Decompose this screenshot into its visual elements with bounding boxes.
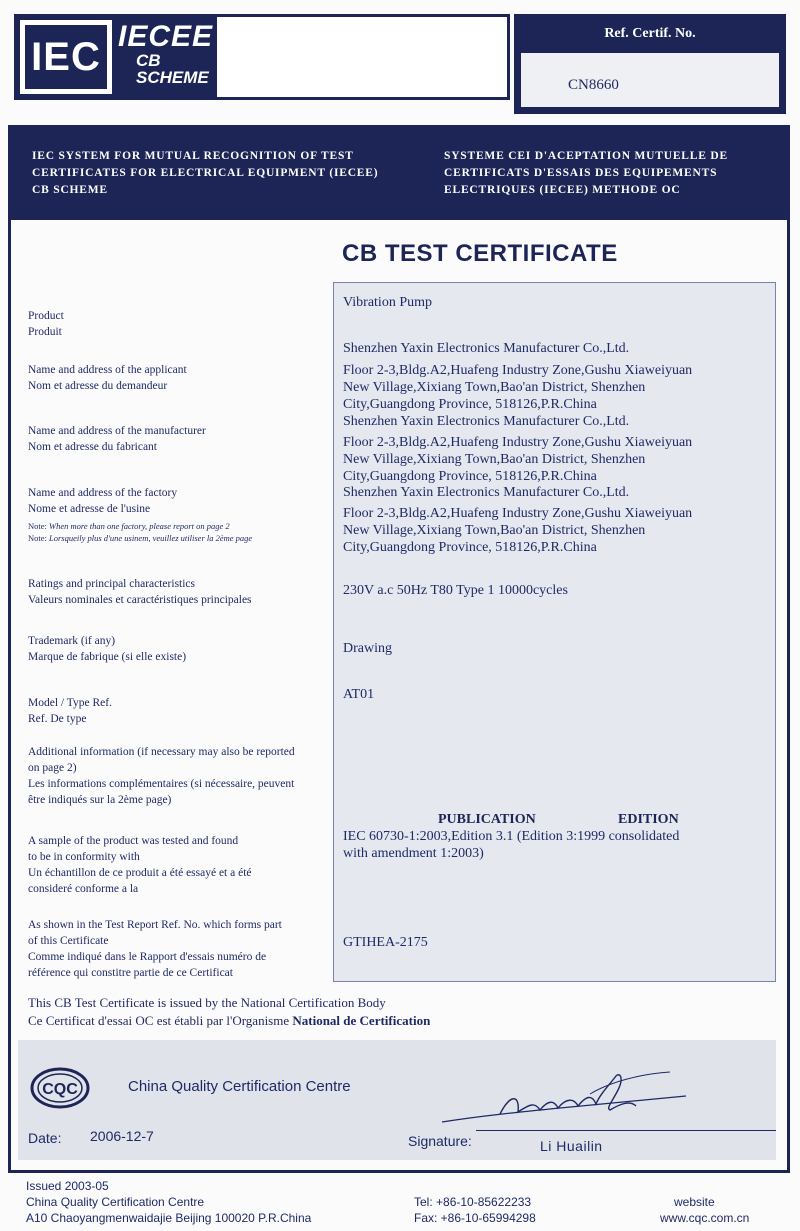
- address-line: Floor 2-3,Bldg.A2,Huafeng Industry Zone,Gushu Xiaweiyuan: [343, 435, 693, 450]
- additional-line: on page 2): [28, 762, 77, 774]
- applicant-address: [343, 362, 692, 413]
- ratings-label: [28, 576, 252, 608]
- model-label-fr: Ref. De type: [28, 713, 87, 725]
- applicant-label: [28, 362, 187, 394]
- footer-website-link[interactable]: www.cqc.com.cn: [660, 1211, 750, 1225]
- iecee-logo-line1: IECEE: [118, 20, 214, 53]
- band-fr-line: SYSTEME CEI D'ACEPTATION MUTUELLE DE: [444, 150, 728, 162]
- test-report-ref: GTIHEA-2175: [343, 935, 428, 950]
- ratings-value: 230V a.c 50Hz T80 Type 1 10000cycles: [343, 583, 568, 598]
- additional-line: Les informations complémentaires (si nécessaire, peuvent: [28, 778, 295, 790]
- iecee-cb-scheme-logo: [118, 22, 214, 92]
- issue-date: 2006-12-7: [90, 1128, 154, 1144]
- address-line: Floor 2-3,Bldg.A2,Huafeng Industry Zone,Gushu Xiaweiyuan: [343, 363, 693, 378]
- product-value: Vibration Pump: [343, 295, 432, 310]
- band-en-line: CERTIFICATES FOR ELECTRICAL EQUIPMENT (IECEE): [32, 167, 379, 179]
- address-line: City,Guangdong Province, 518126,P.R.China: [343, 397, 597, 412]
- product-label: [28, 308, 64, 340]
- ref-number-field: [520, 52, 780, 108]
- address-line: City,Guangdong Province, 518126,P.R.China: [343, 540, 597, 555]
- manufacturer-value: [343, 413, 692, 485]
- report-line: Comme indiqué dans le Rapport d'essais numéro de: [28, 951, 267, 963]
- product-label-fr: Produit: [28, 326, 62, 338]
- model-label: [28, 695, 112, 727]
- ratings-label-fr: Valeurs nominales et caractéristiques principales: [28, 594, 252, 606]
- address-line: City,Guangdong Province, 518126,P.R.China: [343, 469, 597, 484]
- trademark-value: Drawing: [343, 641, 392, 656]
- applicant-name: Shenzhen Yaxin Electronics Manufacturer Co.,Ltd.: [343, 341, 630, 356]
- footer-issued: Issued 2003-05: [26, 1179, 109, 1193]
- iec-logo: [20, 20, 112, 94]
- issued-by-statement: [28, 994, 430, 1030]
- footer-tel: Tel: +86-10-85622233: [414, 1195, 532, 1209]
- iec-logo-text: IEC: [25, 25, 107, 89]
- header-blank-box: [214, 14, 510, 100]
- issued-by-en: This CB Test Certificate is issued by the National Certification Body: [28, 995, 386, 1010]
- edition-heading: EDITION: [618, 812, 679, 827]
- report-line: of this Certificate: [28, 935, 109, 947]
- issued-by-fr-bold: National de Certification: [292, 1013, 431, 1028]
- factory-label: [28, 485, 177, 517]
- note-label: Note:: [28, 533, 47, 543]
- certification-body-name: China Quality Certification Centre: [128, 1078, 351, 1095]
- product-label-en: Product: [28, 310, 64, 322]
- cqc-logo: [30, 1066, 90, 1110]
- ref-certif-number: CN8660: [568, 77, 619, 93]
- iecee-logo-line3: SCHEME: [136, 68, 209, 87]
- additional-info-label: [28, 744, 333, 808]
- additional-line: Additional information (if necessary may also be reported: [28, 746, 295, 758]
- address-line: New Village,Xixiang Town,Bao'an District, Shenzhen: [343, 523, 646, 538]
- trademark-label-en: Trademark (if any): [28, 635, 116, 647]
- band-en-line: CB SCHEME: [32, 184, 108, 196]
- trademark-label-fr: Marque de fabrique (si elle existe): [28, 651, 187, 663]
- footer-fax: Fax: +86-10-65994298: [414, 1211, 536, 1225]
- applicant-label-en: Name and address of the applicant: [28, 364, 187, 376]
- footer-website: [660, 1194, 780, 1226]
- address-line: New Village,Xixiang Town,Bao'an District, Shenzhen: [343, 380, 646, 395]
- sample-label: [28, 833, 333, 897]
- ratings-label-en: Ratings and principal characteristics: [28, 578, 196, 590]
- manufacturer-name: Shenzhen Yaxin Electronics Manufacturer Co.,Ltd.: [343, 414, 630, 429]
- certificate-title: CB TEST CERTIFICATE: [342, 240, 618, 267]
- note-label: Note:: [28, 521, 47, 531]
- iecee-logo-line2: CB: [136, 51, 161, 70]
- note-text: When more than one factory, please report on page 2: [49, 521, 230, 531]
- factory-value: [343, 484, 692, 556]
- cqc-logo-text: CQC: [42, 1081, 78, 1098]
- sample-line: A sample of the product was tested and found: [28, 835, 239, 847]
- report-label: [28, 917, 333, 981]
- signature-label: Signature:: [408, 1133, 472, 1149]
- address-line: Floor 2-3,Bldg.A2,Huafeng Industry Zone,Gushu Xiaweiyuan: [343, 506, 693, 521]
- sample-line: Un échantillon de ce produit a été essayé et a été: [28, 867, 252, 879]
- band-en-line: IEC SYSTEM FOR MUTUAL RECOGNITION OF TEST: [32, 150, 354, 162]
- handwritten-signature: [440, 1064, 690, 1136]
- factory-note: [28, 520, 328, 544]
- footer-address: A10 Chaoyangmenwaidajie Beijing 100020 P.R.China: [26, 1211, 312, 1225]
- report-line: référence qui constitre partie de ce Certificat: [28, 967, 233, 979]
- factory-label-fr: Nome et adresse de l'usine: [28, 503, 151, 515]
- footer-website-label: website: [674, 1195, 715, 1209]
- factory-note-fr: [28, 532, 328, 544]
- publication-line: IEC 60730-1:2003,Edition 3.1 (Edition 3:1999 consolidated: [343, 829, 680, 844]
- system-band-french: [444, 148, 774, 199]
- footer-issuer: [26, 1178, 311, 1226]
- trademark-label: [28, 633, 186, 665]
- publication-heading: PUBLICATION: [438, 812, 536, 827]
- factory-name: Shenzhen Yaxin Electronics Manufacturer Co.,Ltd.: [343, 485, 630, 500]
- note-text: Lorsqueily plus d'une usinem, veuillez utiliser la 2ème page: [49, 533, 253, 543]
- issued-by-fr-text: Ce Certificat d'essai OC est établi par l'Organisme: [28, 1013, 290, 1028]
- model-value: AT01: [343, 687, 375, 702]
- publication-value: [343, 828, 773, 862]
- signature-line: [476, 1130, 776, 1131]
- additional-line: être indiqués sur la 2ème page): [28, 794, 172, 806]
- signatory-name: Li Huailin: [540, 1138, 603, 1154]
- system-band-english: [32, 148, 412, 199]
- applicant-label-fr: Nom et adresse du demandeur: [28, 380, 168, 392]
- publication-line: with amendment 1:2003): [343, 846, 484, 861]
- address-line: New Village,Xixiang Town,Bao'an District, Shenzhen: [343, 452, 646, 467]
- factory-note-en: [28, 520, 328, 532]
- footer-contact: [414, 1194, 536, 1226]
- footer-org: China Quality Certification Centre: [26, 1195, 205, 1209]
- sample-line: to be in conformity with: [28, 851, 140, 863]
- report-line: As shown in the Test Report Ref. No. which forms part: [28, 919, 282, 931]
- model-label-en: Model / Type Ref.: [28, 697, 112, 709]
- manufacturer-label-fr: Nom et adresse du fabricant: [28, 441, 158, 453]
- manufacturer-label-en: Name and address of the manufacturer: [28, 425, 206, 437]
- issued-by-fr: [28, 1012, 430, 1030]
- band-fr-line: CERTIFICATS D'ESSAIS DES EQUIPEMENTS: [444, 167, 718, 179]
- manufacturer-label: [28, 423, 206, 455]
- band-fr-line: ELECTRIQUES (IECEE) METHODE OC: [444, 184, 681, 196]
- ref-certif-label: Ref. Certif. No.: [604, 26, 696, 41]
- date-label: Date:: [28, 1130, 62, 1146]
- factory-label-en: Name and address of the factory: [28, 487, 178, 499]
- sample-line: consideré conforme a la: [28, 883, 139, 895]
